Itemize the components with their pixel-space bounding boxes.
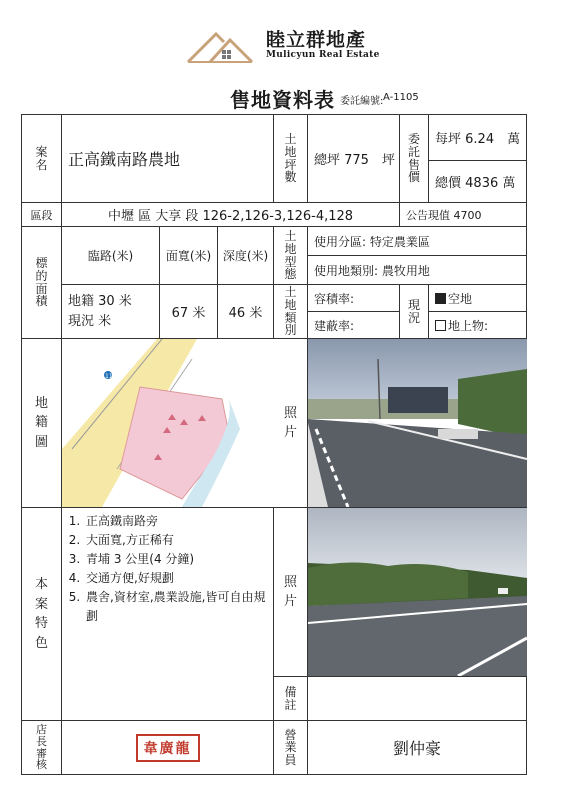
- store-review-label: 店 長 審 核: [22, 721, 62, 775]
- photo2: [308, 508, 527, 677]
- land-area-label: 土 地 坪 數: [274, 115, 308, 203]
- checkbox-empty-icon: [435, 320, 446, 331]
- brand-name-cn: 睦立群地產: [266, 29, 367, 51]
- feature-item: 5. 農舍,資材室,農業設施,皆可自由規劃: [84, 588, 273, 626]
- status-building: 地上物:: [429, 312, 527, 339]
- features-list: [62, 508, 273, 626]
- commission-no-label: 委託編號:: [340, 96, 384, 107]
- manager-seal: 韋廣龍: [136, 734, 200, 762]
- feature-item: 3. 青埔 3 公里(4 分鐘): [84, 550, 273, 569]
- checkbox-checked-icon: [435, 293, 446, 304]
- section-value: 中壢 區 大享 段 126-2,126-3,126-4,128: [62, 203, 400, 227]
- cadastral-map: [62, 339, 274, 508]
- frontage-road-header: 臨路(米): [62, 227, 160, 285]
- feature-item: 1. 正高鐵南路旁: [84, 512, 273, 531]
- notes-value: [308, 677, 527, 721]
- cadastral-map-image: [62, 339, 274, 507]
- agent-name: 劉仲豪: [308, 721, 527, 775]
- road-actual: 現況 米: [68, 313, 112, 329]
- agent-label: 營 業 員: [274, 721, 308, 775]
- total-price: 總價 4836 萬: [429, 161, 527, 203]
- section-label: 區段: [22, 203, 62, 227]
- photo1: [308, 339, 527, 508]
- sale-sheet-table: [21, 114, 527, 775]
- photo2-label: 照 片: [274, 508, 308, 677]
- company-logo: [186, 26, 256, 66]
- brand-name-en: Mulicyun Real Estate: [266, 50, 380, 60]
- road-width: [62, 285, 160, 339]
- page-title: 售地資料表: [230, 88, 335, 112]
- photo2-image: [308, 508, 527, 676]
- land-type-label: 土 地 型 態: [274, 227, 308, 285]
- feature-item: 4. 交通方便,好規劃: [84, 569, 273, 588]
- road-marker: 11: [105, 373, 113, 380]
- store-review-seal: [62, 721, 274, 775]
- features-label: 本 案 特 色: [22, 508, 62, 721]
- far: 容積率:: [308, 285, 400, 312]
- land-category-label: 土 地 類 別: [274, 285, 308, 339]
- photo1-label: 照 片: [274, 339, 308, 508]
- cadastral-map-label: 地 籍 圖: [22, 339, 62, 508]
- entrusted-price-label: 委 託 售 價: [400, 115, 429, 203]
- zoning: 使用分區: 特定農業區: [308, 227, 527, 256]
- price-per-ping: 每坪 6.24 萬: [429, 115, 527, 161]
- status-label: 現 況: [400, 285, 429, 339]
- features-box: [62, 508, 274, 721]
- frontage-area-label: 標 的 面 積: [22, 227, 62, 339]
- depth-value: 46 米: [218, 285, 274, 339]
- width-header: 面寬(米): [160, 227, 218, 285]
- commission-no: A-1105: [383, 92, 419, 103]
- depth-header: 深度(米): [218, 227, 274, 285]
- total-ping: 總坪 775 坪: [308, 115, 400, 203]
- land-use: 使用地類別: 農牧用地: [308, 256, 527, 285]
- case-name: 正高鐵南路農地: [62, 115, 274, 203]
- coverage: 建蔽率:: [308, 312, 400, 339]
- notes-label: 備 註: [274, 677, 308, 721]
- photo1-image: [308, 339, 527, 507]
- status-vacant: 空地: [429, 285, 527, 312]
- announced-value: 公告現值 4700: [400, 203, 527, 227]
- feature-item: 2. 大面寬,方正稀有: [84, 531, 273, 550]
- case-name-label: 案 名: [22, 115, 62, 203]
- road-cadastral: 地籍 30 米: [68, 293, 132, 309]
- width-value: 67 米: [160, 285, 218, 339]
